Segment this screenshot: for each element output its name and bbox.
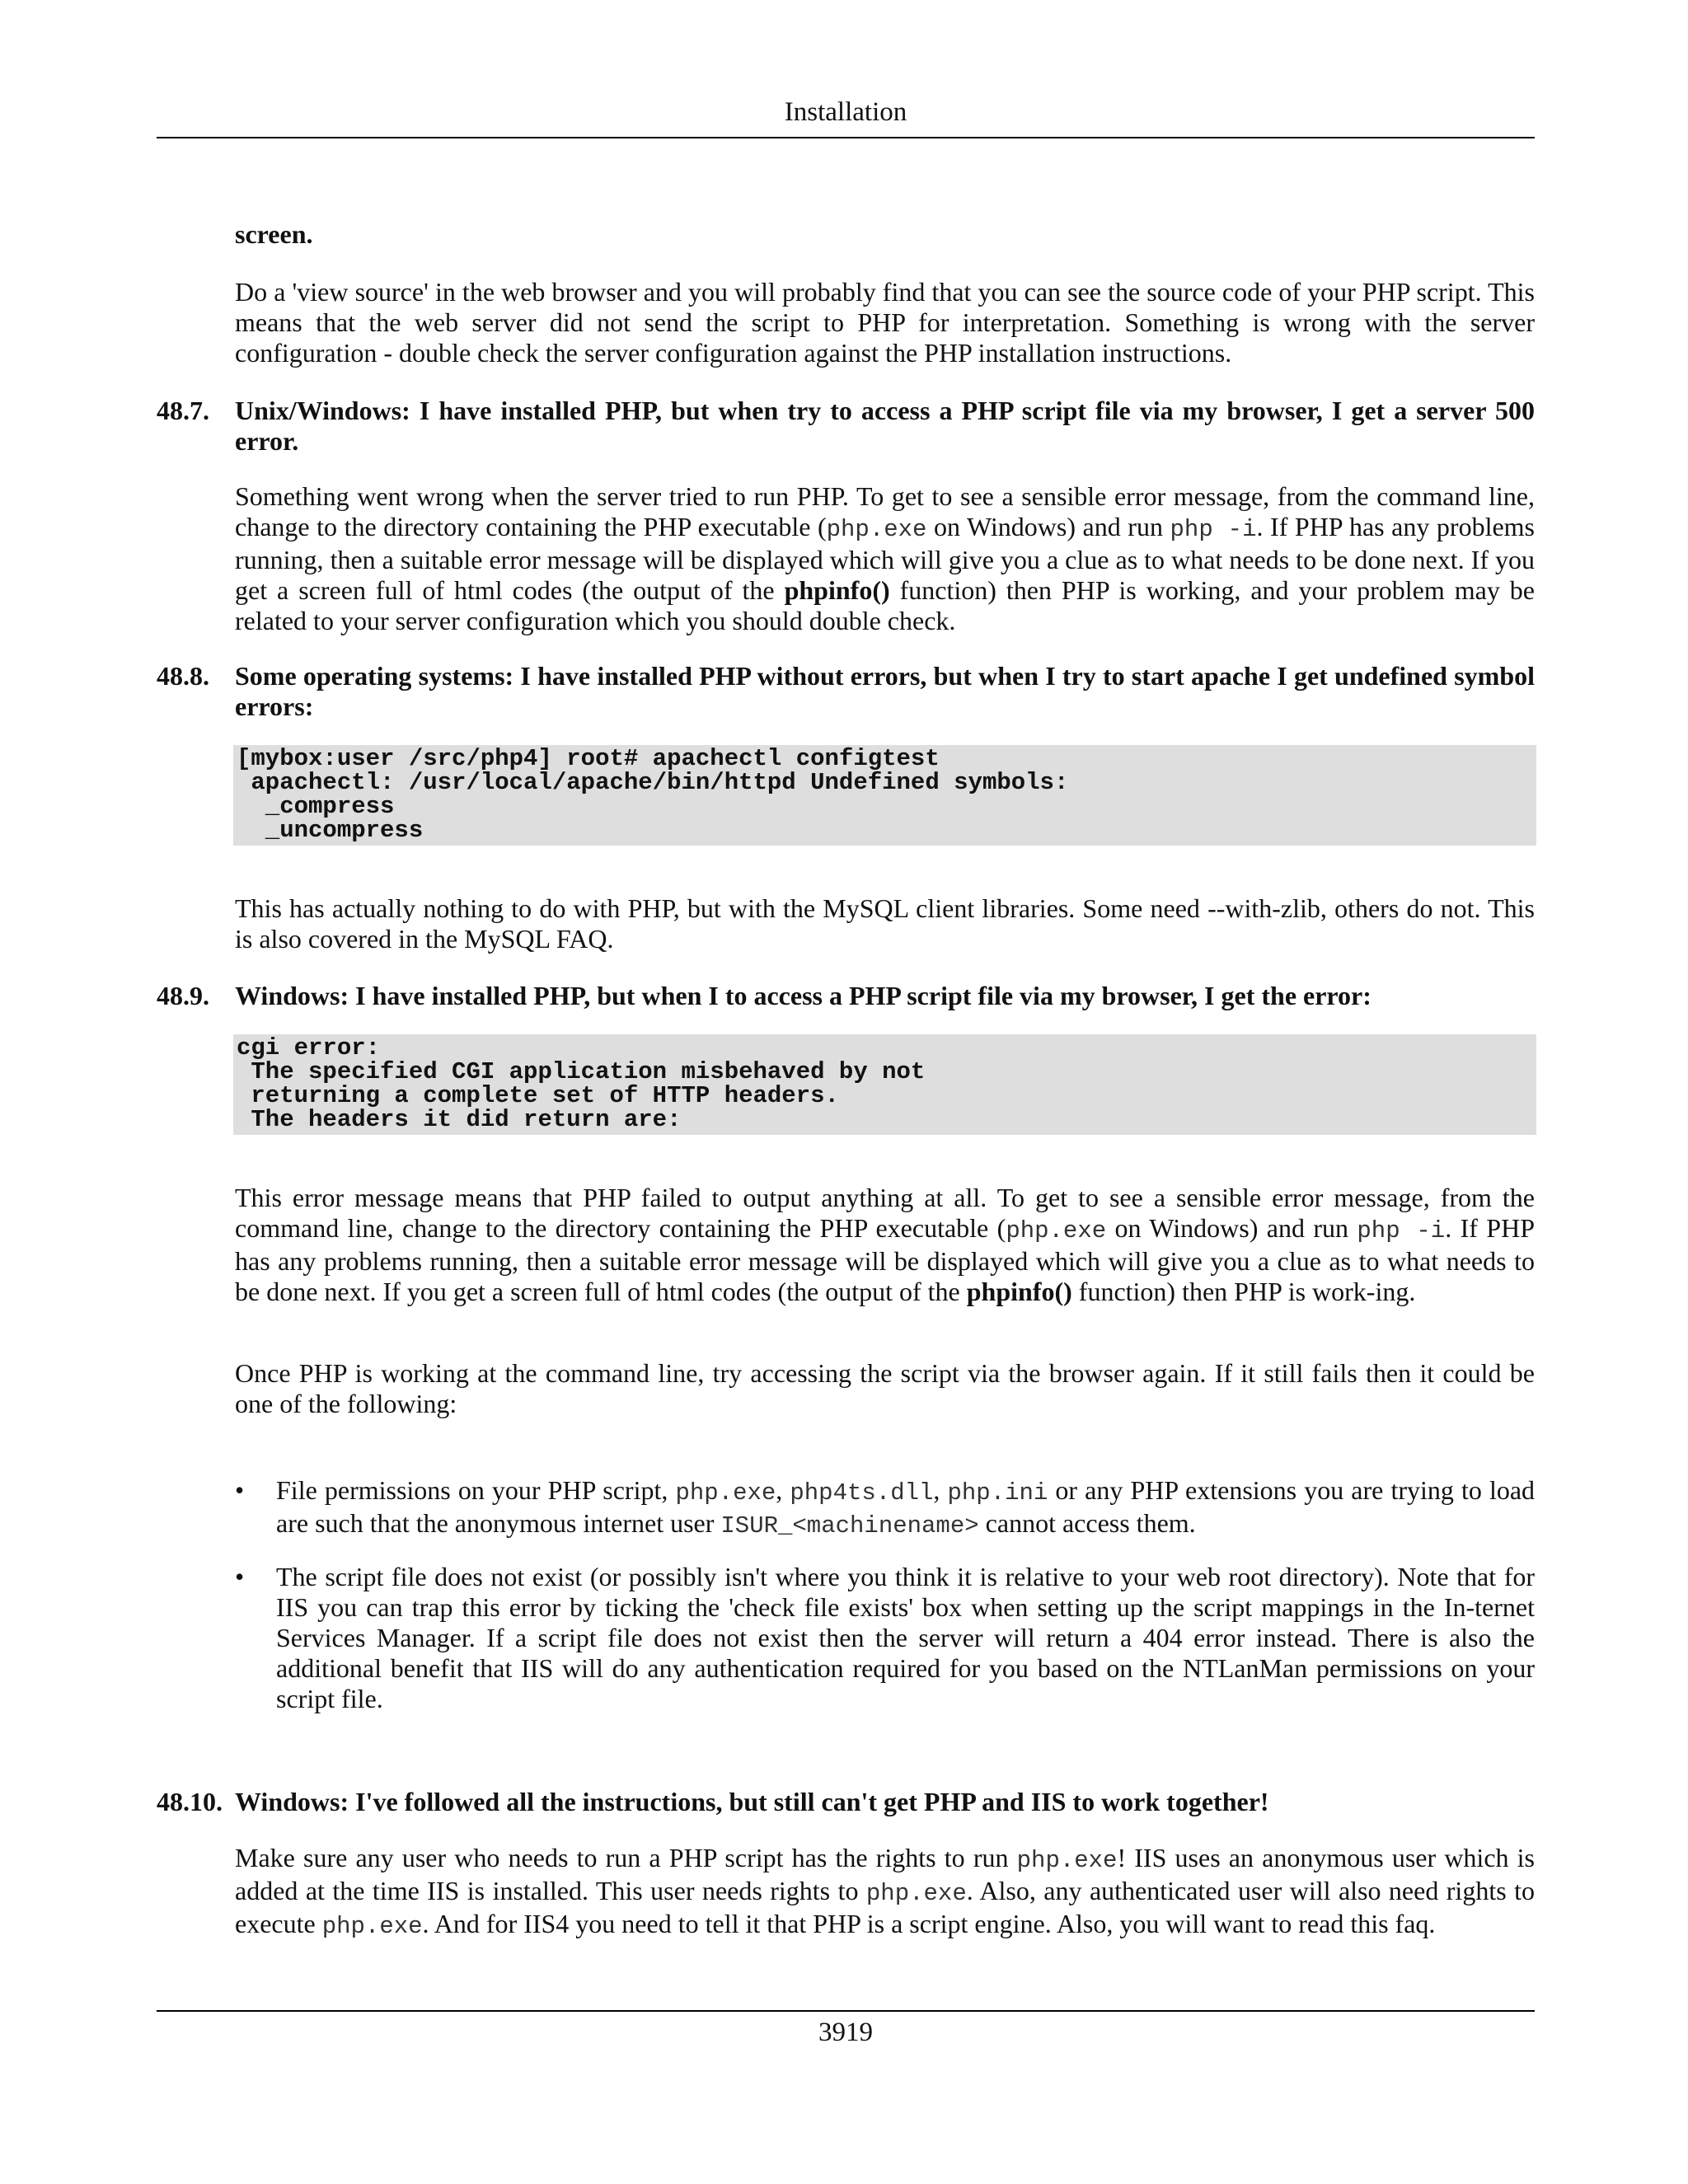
code-block-cgi-error: cgi error: The specified CGI application misbehaved by not returning a complete set of HTTP headers. The headers it did return are: bbox=[233, 1034, 1536, 1135]
code-block-apachectl: [mybox:user /src/php4] root# apachectl configtest apachectl: /usr/local/apache/bin/httpd Undefined symbols: _compress _uncompress bbox=[233, 745, 1536, 846]
question-number: 48.7. bbox=[157, 396, 209, 425]
answer-48-7: Something went wrong when the server tried to run PHP. To get to see a sensible error message, from the command line, change to the directory containing the PHP executable (php.exe on Windows) and run php -i. If PHP has any problems running, then a suitable error message will be displayed which will give you a clue as to what needs to be done next. If you get a screen full of html codes (the output of the phpinfo() function) then PHP is working, and your problem may be related to your server configuration which you should double check. bbox=[235, 481, 1536, 635]
question-number: 48.8. bbox=[157, 661, 209, 691]
page-number: 3919 bbox=[818, 2018, 873, 2047]
question-text: Windows: I've followed all the instructions, but still can't get PHP and IIS to work together! bbox=[235, 1787, 1269, 1816]
function-name: phpinfo() bbox=[966, 1277, 1072, 1306]
answer-48-8: This has actually nothing to do with PHP, but with the MySQL client libraries. Some need --with-zlib, others do not. This is also covered in the MySQL FAQ. bbox=[235, 893, 1535, 954]
inline-code: php.exe bbox=[1016, 1847, 1118, 1874]
question-text: Windows: I have installed PHP, but when I to access a PHP script file via my browser, I get the error: bbox=[235, 981, 1372, 1010]
footer-rule bbox=[157, 2010, 1535, 2012]
inline-code: ISUR_<machinename> bbox=[720, 1512, 979, 1540]
question-48-9 bbox=[157, 981, 1535, 1014]
page-header: Installation bbox=[784, 97, 907, 127]
question-48-10 bbox=[157, 1787, 1535, 1820]
answer-48-9: This error message means that PHP failed to output anything at all. To get to see a sensible error message, from the command line, change to the directory containing the PHP executable (php.exe on Windows) and run php -i. If PHP has any problems running, then a suitable error message will be displayed which will give you a clue as to what needs to be done next. If you get a screen full of html codes (the output of the phpinfo() function) then PHP is work-ing. bbox=[235, 1183, 1536, 1306]
header-rule bbox=[157, 137, 1535, 138]
inline-code: php4ts.dll bbox=[790, 1479, 934, 1507]
question-text: Unix/Windows: I have installed PHP, but when try to access a PHP script file via my browser, I get a server 500 error. bbox=[235, 396, 1535, 456]
inline-code: php.exe bbox=[826, 516, 927, 543]
question-48-8 bbox=[157, 661, 1535, 727]
inline-code: php.exe bbox=[321, 1913, 423, 1940]
intro-heading-tail: screen. bbox=[235, 219, 313, 249]
inline-code: php.exe bbox=[675, 1479, 776, 1507]
question-48-7 bbox=[157, 396, 1535, 462]
question-number: 48.10. bbox=[157, 1787, 223, 1816]
inline-code: php -i bbox=[1170, 516, 1257, 543]
question-number: 48.9. bbox=[157, 981, 209, 1010]
answer-48-9-followup: Once PHP is working at the command line, try accessing the script via the browser again. If it still fails then it could be one of the following: bbox=[235, 1358, 1535, 1418]
inline-code: php.exe bbox=[865, 1880, 967, 1907]
intro-paragraph: Do a 'view source' in the web browser and you will probably find that you can see the source code of your PHP script. This means that the web server did not send the script to PHP for interpretation. Something is wrong with the server configuration - double check the server configuration against the PHP installation instructions. bbox=[235, 277, 1535, 368]
question-text: Some operating systems: I have installed PHP without errors, but when I try to start apache I get undefined symbol errors: bbox=[235, 661, 1535, 721]
inline-code: php.ini bbox=[947, 1479, 1048, 1507]
answer-48-10: Make sure any user who needs to run a PHP script has the rights to run php.exe! IIS uses an anonymous user which is added at the time IIS is installed. This user needs rights to php.exe. Also, any authenticated user will also need rights to execute php.exe. And for IIS4 you need to tell it that PHP is a script engine. Also, you will want to read this faq. bbox=[235, 1843, 1536, 1940]
inline-code: php.exe bbox=[1006, 1217, 1107, 1244]
bullet-icon: • bbox=[235, 1475, 245, 1505]
function-name: phpinfo() bbox=[784, 575, 890, 605]
bullet-icon: • bbox=[235, 1562, 245, 1591]
inline-code: php -i bbox=[1357, 1217, 1446, 1244]
